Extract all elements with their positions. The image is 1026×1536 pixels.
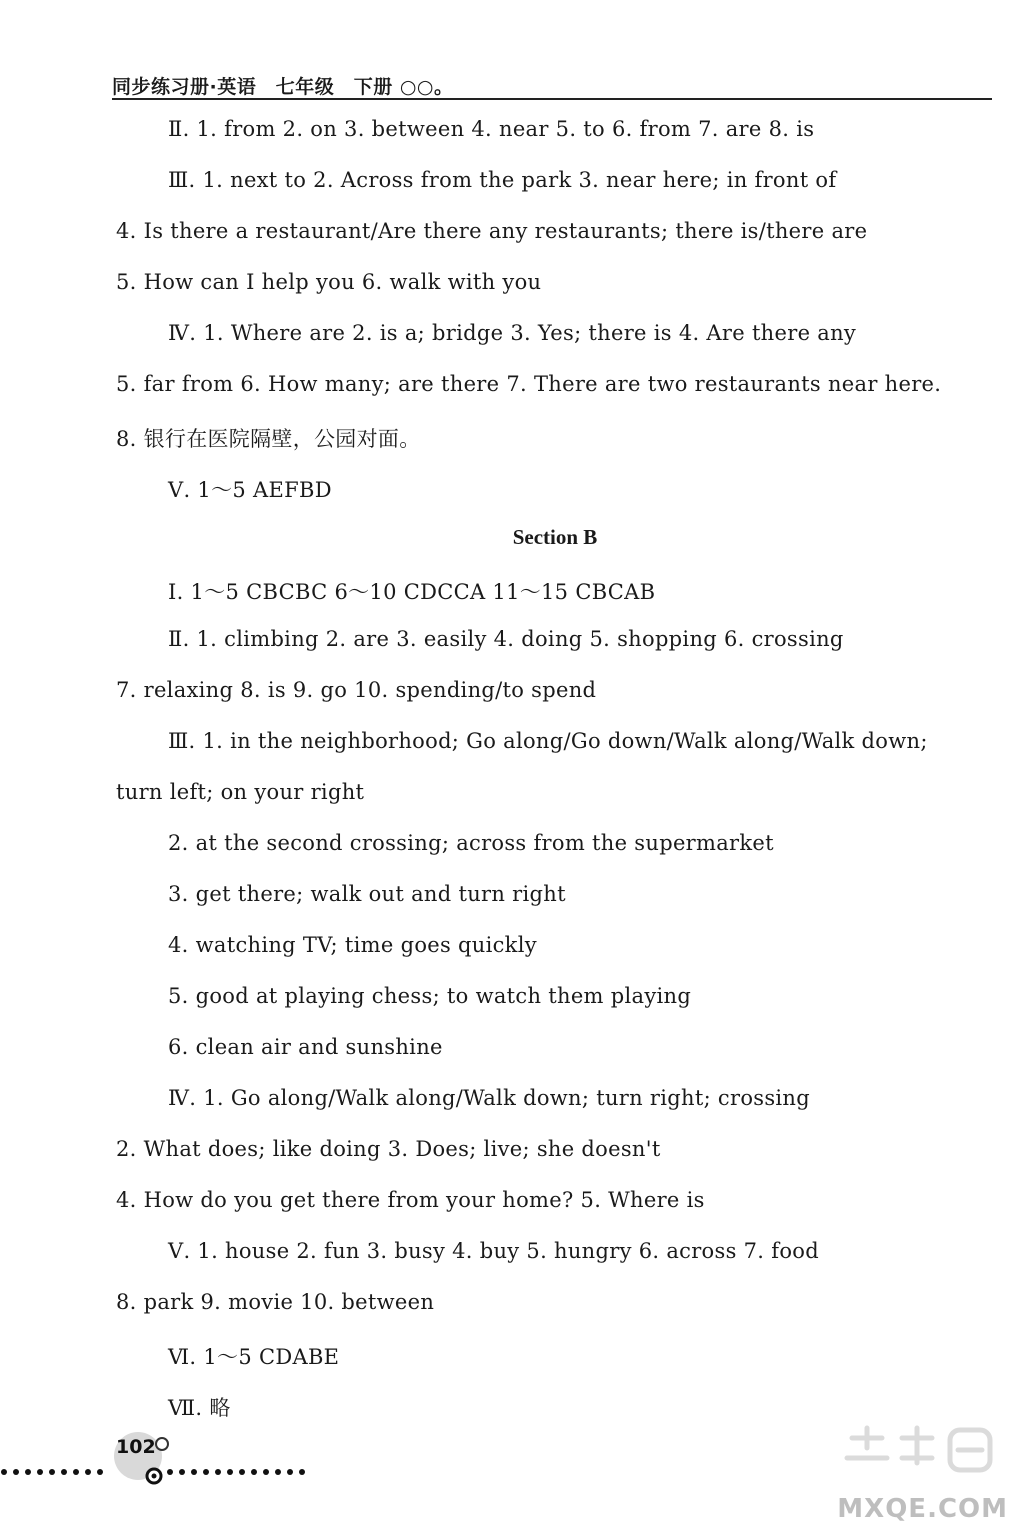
section-b-line-12: 2. What does; like doing 3. Does; live; she doesn't bbox=[116, 1137, 661, 1161]
section-b-heading: Section B bbox=[512, 525, 598, 549]
section-b-line-16: Ⅵ. 1～5 CDABE bbox=[168, 1345, 340, 1369]
answer-line-4-2: 5. far from 6. How many; are there 7. There are two restaurants near here. bbox=[116, 372, 942, 396]
section-b-line-4: Ⅲ. 1. in the neighborhood; Go along/Go down/Walk along/Walk down; bbox=[168, 729, 928, 753]
section-b-line-3: 7. relaxing 8. is 9. go 10. spending/to spend bbox=[116, 678, 597, 702]
section-b-line-17: Ⅶ. 略 bbox=[168, 1396, 231, 1420]
answer-line-4-3: 8. 银行在医院隔壁，公园对面。 bbox=[116, 427, 421, 451]
section-b-line-9: 5. good at playing chess; to watch them playing bbox=[168, 984, 692, 1008]
answer-line-3-3: 5. How can I help you 6. walk with you bbox=[116, 270, 542, 294]
section-b-line-10: 6. clean air and sunshine bbox=[168, 1035, 443, 1059]
watermark-text: MXQE.COM bbox=[837, 1494, 1008, 1524]
page-header bbox=[112, 68, 992, 100]
header-title: 同步练习册·英语 七年级 下册 ○○。 bbox=[112, 76, 454, 98]
answer-line-4-1: Ⅳ. 1. Where are 2. is a; bridge 3. Yes; there is 4. Are there any bbox=[168, 321, 857, 345]
answer-line-3-2: 4. Is there a restaurant/Are there any restaurants; there is/there are bbox=[116, 219, 868, 243]
section-b-line-6: 2. at the second crossing; across from the supermarket bbox=[168, 831, 774, 855]
page-number: 102 bbox=[116, 1436, 156, 1458]
section-b-line-14: Ⅴ. 1. house 2. fun 3. busy 4. buy 5. hungry 6. across 7. food bbox=[168, 1239, 819, 1263]
section-b-line-1: Ⅰ. 1～5 CBCBC 6～10 CDCCA 11～15 CBCAB bbox=[168, 580, 656, 604]
footer-dots bbox=[0, 1466, 320, 1478]
answer-line-5-1: Ⅴ. 1～5 AEFBD bbox=[168, 478, 332, 502]
section-b-line-11: Ⅳ. 1. Go along/Walk along/Walk down; turn right; crossing bbox=[168, 1086, 811, 1110]
section-b-line-2: Ⅱ. 1. climbing 2. are 3. easily 4. doing 5. shopping 6. crossing bbox=[168, 627, 844, 651]
section-b-line-13: 4. How do you get there from your home? 5. Where is bbox=[116, 1188, 705, 1212]
answer-line-3-1: Ⅲ. 1. next to 2. Across from the park 3. near here; in front of bbox=[168, 168, 837, 192]
section-b-line-7: 3. get there; walk out and turn right bbox=[168, 882, 566, 906]
section-b-line-8: 4. watching TV; time goes quickly bbox=[168, 933, 537, 957]
section-b-line-5: turn left; on your right bbox=[116, 780, 365, 804]
answer-line-2-1: Ⅱ. 1. from 2. on 3. between 4. near 5. to 6. from 7. are 8. is bbox=[168, 117, 815, 141]
section-b-line-15: 8. park 9. movie 10. between bbox=[116, 1290, 435, 1314]
